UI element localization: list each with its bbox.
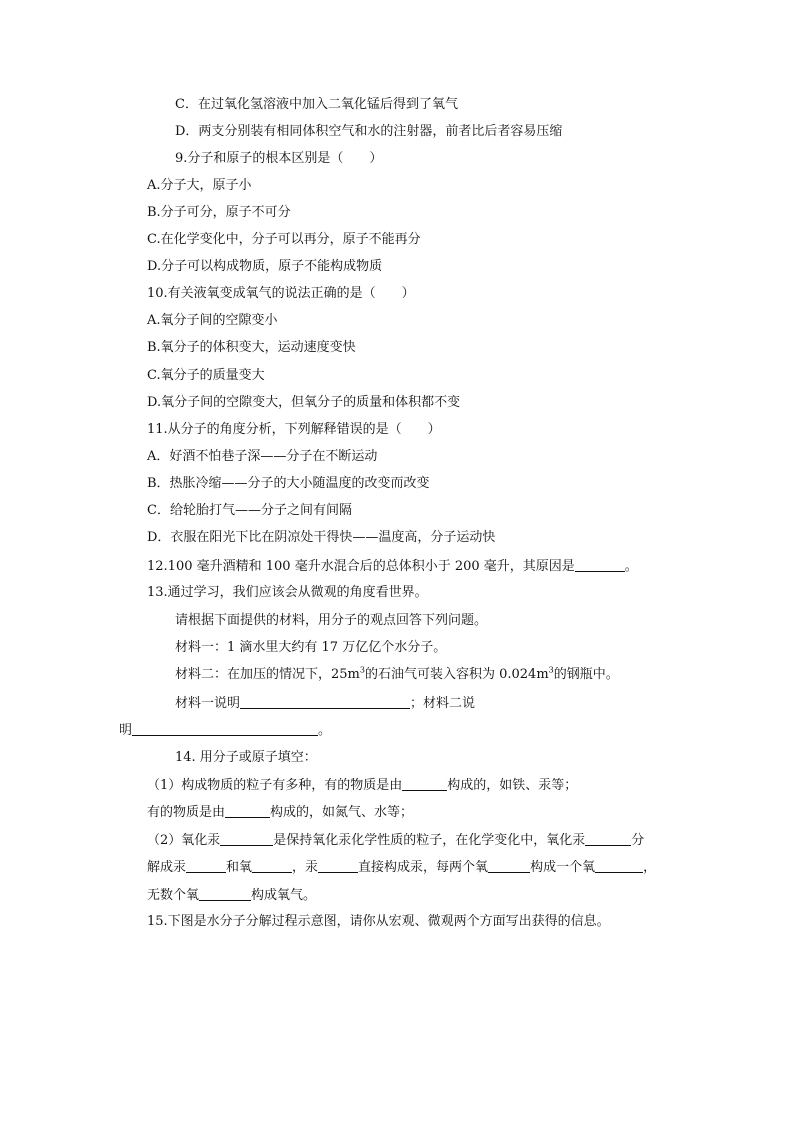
q14-1-text-a: （1）构成物质的粒子有多种，有的物质是由 bbox=[147, 778, 403, 793]
q14-stem: 14. 用分子或原子填空： bbox=[175, 750, 317, 765]
q14-1-blank[interactable] bbox=[402, 776, 447, 791]
q8-option-d: D．两支分别装有相同体积空气和水的注射器，前者比后者容易压缩 bbox=[175, 124, 563, 139]
q14-1-text-b: 构成的，如铁、汞等； bbox=[447, 778, 578, 793]
q14-part-2 bbox=[147, 831, 644, 850]
superscript: 3 bbox=[548, 665, 554, 675]
q13-material-2-blank[interactable] bbox=[132, 721, 318, 736]
q15-stem: 15.下图是水分子分解过程示意图，请你从宏观、微观两个方面写出获得的信息。 bbox=[147, 914, 610, 929]
q10-option-d: D.氧分子间的空隙变大，但氧分子的质量和体积都不变 bbox=[147, 395, 461, 410]
superscript: 3 bbox=[359, 665, 365, 675]
q9-option-a: A.分子大，原子小 bbox=[147, 178, 252, 193]
material-1-explains: 材料一说明 bbox=[175, 696, 241, 711]
q14-2-text-a: （2）氧化汞 bbox=[147, 833, 221, 848]
q14-2-text-c: 分 bbox=[631, 833, 645, 848]
q11-stem: 11.从分子的角度分析，下列解释错误的是（ ） bbox=[147, 422, 441, 437]
q14-part-2-end bbox=[147, 886, 316, 905]
q14-2b-blank-5[interactable] bbox=[595, 858, 643, 873]
q14-1b-text-a: 有的物质是由 bbox=[147, 805, 226, 820]
q14-2-text-b: 是保持氧化汞化学性质的粒子，在化学变化中，氧化汞 bbox=[273, 833, 586, 848]
q9-option-c: C.在化学变化中，分子可以再分，原子不能再分 bbox=[147, 232, 421, 247]
q13-material-1: 材料一：1 滴水里大约有 17 万亿亿个水分子。 bbox=[175, 640, 447, 655]
q14-2b-text-b: 和氧 bbox=[226, 860, 253, 875]
q13-material-1-blank[interactable] bbox=[240, 694, 410, 709]
q14-2b-blank-2[interactable] bbox=[252, 858, 292, 873]
q13-instruction: 请根据下面提供的材料，用分子的观点回答下列问题。 bbox=[175, 613, 488, 628]
q14-2-blank-2[interactable] bbox=[585, 831, 631, 846]
q10-stem: 10.有关液氧变成氧气的说法正确的是（ ） bbox=[147, 286, 415, 301]
q14-2b-text-a: 解成汞 bbox=[147, 860, 187, 875]
q10-option-b: B.氧分子的体积变大，运动速度变快 bbox=[147, 340, 356, 355]
q10-option-a: A.氧分子间的空隙变小 bbox=[147, 313, 278, 328]
explain-char: 明 bbox=[119, 723, 133, 738]
q14-part-1 bbox=[147, 776, 577, 795]
q14-2c-text-b: 构成氧气。 bbox=[251, 888, 317, 903]
q14-2b-text-e: 构成一个氧 bbox=[530, 860, 596, 875]
material-2-text-a: 材料二：在加压的情况下，25m bbox=[175, 667, 360, 682]
q8-option-c: C．在过氧化氢溶液中加入二氧化锰后得到了氧气 bbox=[175, 97, 458, 112]
q14-part-1-cont bbox=[147, 803, 413, 822]
q14-2b-text-d: 直接构成汞，每两个氧 bbox=[358, 860, 489, 875]
q11-option-c: C．给轮胎打气——分子之间有间隔 bbox=[147, 503, 352, 518]
q13-material-2 bbox=[175, 666, 619, 684]
q14-1b-text-b: 构成的，如氮气、水等； bbox=[270, 805, 414, 820]
q13-answer-line-2 bbox=[119, 721, 331, 740]
q14-2b-text-f: ， bbox=[643, 860, 657, 875]
period: 。 bbox=[318, 723, 332, 738]
q10-option-c: C.氧分子的质量变大 bbox=[147, 368, 265, 383]
q9-option-d: D.分子可以构成物质，原子不能构成物质 bbox=[147, 259, 383, 274]
q13-stem: 13.通过学习，我们应该会从微观的角度看世界。 bbox=[147, 585, 428, 600]
q14-part-2-cont bbox=[147, 858, 656, 877]
q12-text: 12.100 毫升酒精和 100 毫升水混合后的总体积小于 200 毫升，其原因是 bbox=[147, 559, 575, 574]
q9-option-b: B.分子可分，原子不可分 bbox=[147, 205, 291, 220]
material-2-explains: ；材料二说 bbox=[410, 696, 476, 711]
q11-option-d: D．衣服在阳光下比在阴凉处干得快——温度高，分子运动快 bbox=[147, 530, 496, 545]
q14-2c-blank[interactable] bbox=[199, 886, 251, 901]
q14-2c-text-a: 无数个氧 bbox=[147, 888, 200, 903]
q11-option-a: A．好酒不怕巷子深——分子在不断运动 bbox=[147, 449, 378, 464]
q11-option-b: B．热胀冷缩——分子的大小随温度的改变而改变 bbox=[147, 476, 430, 491]
q14-2b-blank-4[interactable] bbox=[488, 858, 530, 873]
material-2-text-c: 的钢瓶中。 bbox=[553, 667, 619, 682]
q14-1b-blank[interactable] bbox=[225, 803, 270, 818]
q14-2b-blank-3[interactable] bbox=[318, 858, 358, 873]
q13-answer-line-1 bbox=[175, 694, 475, 713]
q12-answer-blank[interactable] bbox=[575, 557, 625, 572]
q14-2b-blank-1[interactable] bbox=[186, 858, 226, 873]
q12-stem bbox=[147, 557, 638, 576]
q14-2b-text-c: ，汞 bbox=[292, 860, 319, 875]
q12-end: 。 bbox=[624, 559, 638, 574]
material-2-text-b: 的石油气可装入容积为 0.024m bbox=[364, 667, 549, 682]
q14-2-blank-1[interactable] bbox=[220, 831, 273, 846]
q9-stem: 9.分子和原子的根本区别是（ ） bbox=[175, 151, 383, 166]
